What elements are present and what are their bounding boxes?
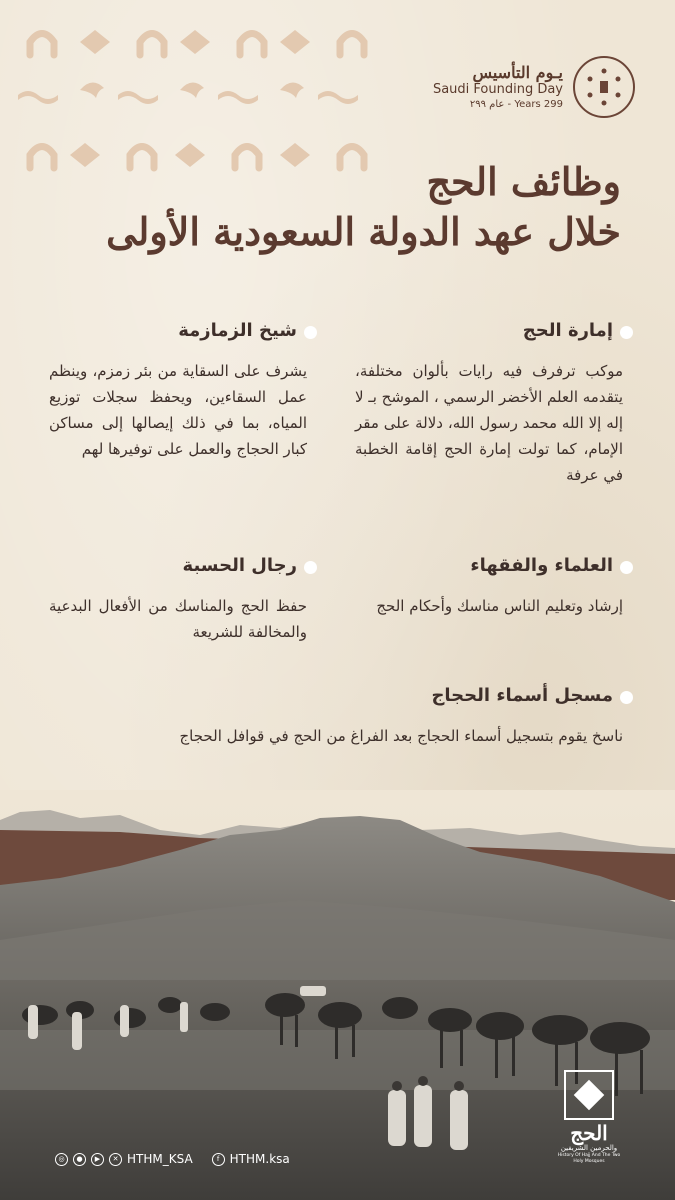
heading-text: مسجل أسماء الحجاج — [431, 685, 613, 706]
footer-social-bar — [55, 1148, 290, 1170]
founding-day-english: Saudi Founding Day — [432, 81, 563, 97]
section-heading — [49, 553, 307, 579]
section-body: إرشاد وتعليم الناس مناسك وأحكام الحج — [376, 597, 623, 615]
founding-day-years: 299 Years - عام ٢٩٩ — [469, 98, 563, 110]
section-imarat-alhajj — [355, 318, 623, 488]
bullet-dot-icon — [304, 326, 317, 339]
heading-text: شيخ الزمازمة — [178, 320, 297, 341]
founding-day-text — [433, 64, 563, 111]
hthm-brand-logo — [556, 1070, 622, 1180]
section-heading — [355, 553, 623, 579]
instagram-icon[interactable]: ● — [73, 1153, 86, 1166]
section-body: يشرف على السقاية من بئر زمزم، وينظم عمل السقاءين، ويحفظ سجلات توزيع المياه، بما في ذلك إيصالها إلى مساكن كبار الحجاج والعمل على توفيرها لهم — [49, 362, 307, 458]
founding-day-emblem-icon — [573, 56, 635, 118]
title-line-1: وظائف الحج — [426, 159, 621, 204]
heading-text: إمارة الحج — [522, 320, 613, 341]
section-body: ناسخ يقوم بتسجيل أسماء الحجاج بعد الفراغ من الحج في قوافل الحجاج — [179, 727, 623, 745]
title-line-2: خلال عهد الدولة السعودية الأولى — [106, 209, 621, 254]
social-handle-main[interactable]: HTHM_KSA — [127, 1152, 193, 1166]
snapchat-icon[interactable]: ◎ — [55, 1153, 68, 1166]
social-handle-facebook[interactable]: HTHM.ksa — [229, 1152, 290, 1166]
bullet-dot-icon — [620, 561, 633, 574]
hthm-english: History Of Hajj And The Two Holy Mosques — [557, 1153, 621, 1164]
founding-day-arabic: يـوم التأسيس — [472, 62, 563, 82]
section-body: حفظ الحج والمناسك من الأفعال البدعية والمخالفة للشريعة — [49, 597, 307, 641]
section-heading — [355, 318, 623, 344]
section-body: موكب ترفرف فيه رايات بألوان مختلفة، يتقدمه العلم الأخضر الرسمي ، الموشح بـ لا إله إلا الله محمد رسول الله، دلالة على مقر الإمام، كما تولت إمارة الحج إقامة الخطبة في عرفة — [355, 362, 623, 484]
bullet-dot-icon — [620, 326, 633, 339]
page-title — [61, 158, 621, 258]
section-sheikh-zamazima — [49, 318, 307, 462]
hthm-subtitle: والحرمين الشريفين — [560, 1144, 618, 1152]
heading-text: رجال الحسبة — [182, 555, 297, 576]
hthm-arabic: الحج — [570, 1121, 608, 1145]
heading-text: العلماء والفقهاء — [470, 555, 613, 576]
section-ulama — [355, 553, 623, 619]
x-icon[interactable]: ✕ — [109, 1153, 122, 1166]
bullet-dot-icon — [304, 561, 317, 574]
founding-day-logo — [415, 52, 635, 122]
section-heading — [63, 683, 623, 709]
bullet-dot-icon — [620, 691, 633, 704]
youtube-icon[interactable]: ▶ — [91, 1153, 104, 1166]
hthm-diamond-icon — [564, 1070, 614, 1120]
section-registrar — [63, 683, 623, 749]
section-heading — [49, 318, 307, 344]
facebook-icon[interactable]: f — [212, 1153, 225, 1166]
section-hisba — [49, 553, 307, 645]
